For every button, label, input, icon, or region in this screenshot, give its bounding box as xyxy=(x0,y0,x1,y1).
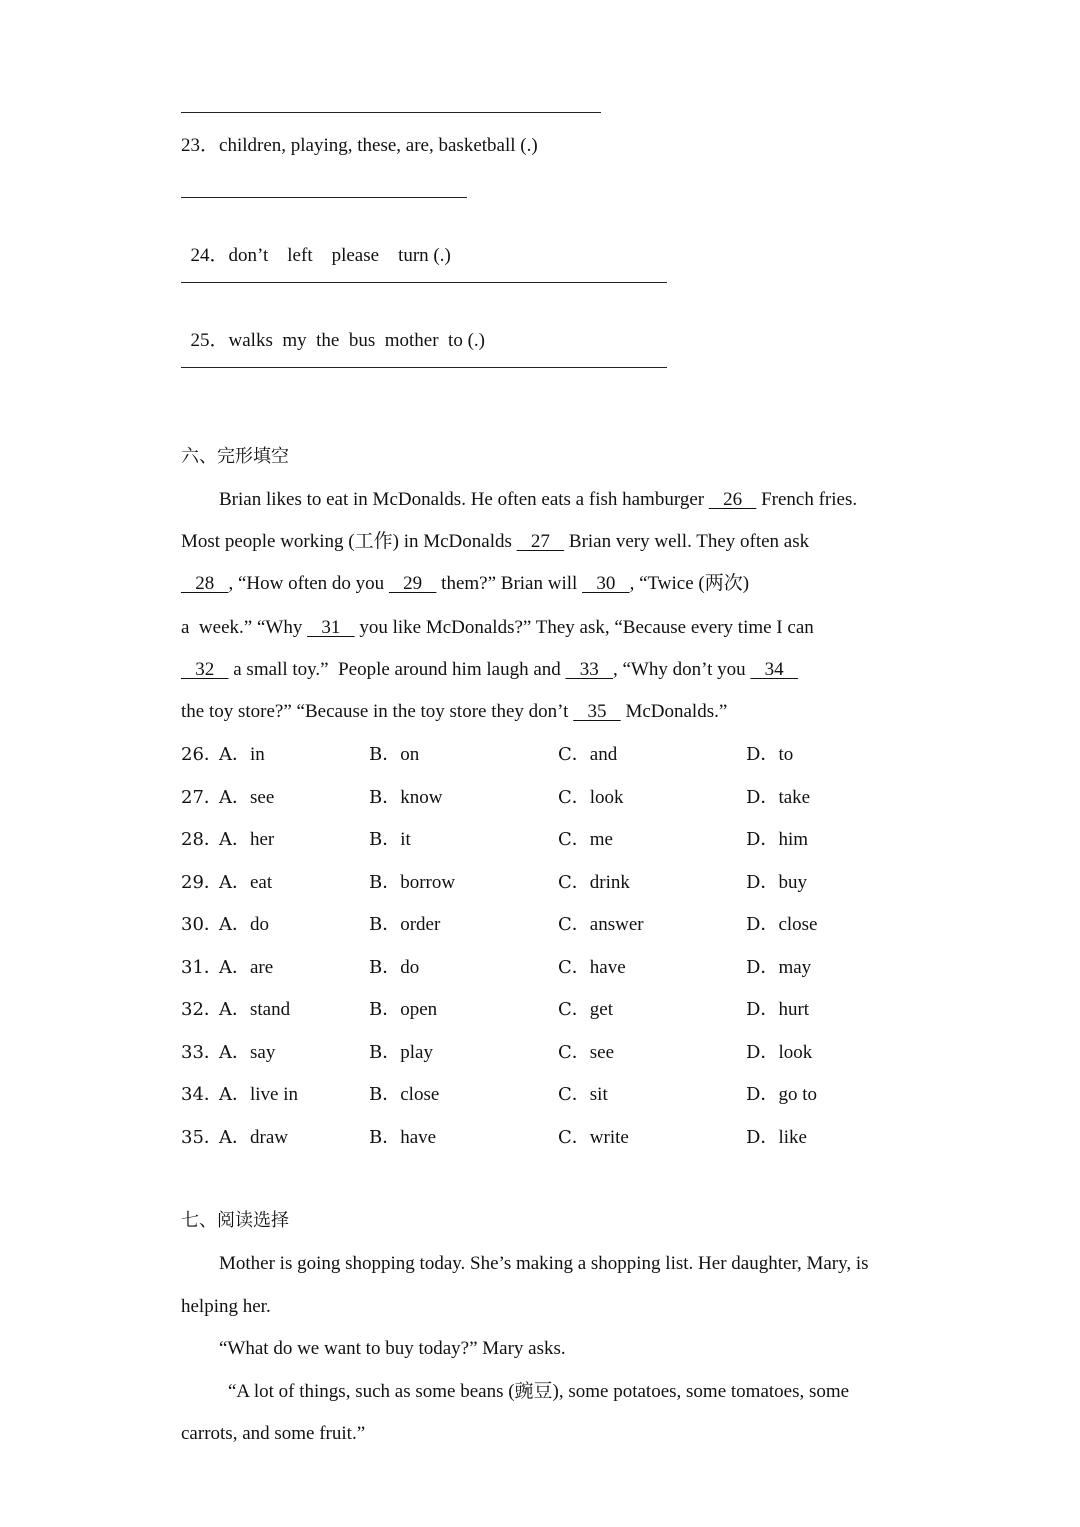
option-letter: C． xyxy=(558,829,590,850)
answer-line-25[interactable] xyxy=(181,367,667,368)
option-text: live in xyxy=(250,1084,299,1105)
option-text: drink xyxy=(589,872,630,893)
option-text: do xyxy=(250,914,269,935)
reading-paragraph-3-cont: carrots, and some fruit.” xyxy=(181,1423,366,1444)
question-number: 25． xyxy=(190,330,229,351)
option-letter: B． xyxy=(369,1042,401,1063)
blank-32[interactable]: 32 xyxy=(181,659,229,680)
option-text: her xyxy=(250,829,275,850)
option-text: sit xyxy=(589,1084,608,1105)
passage-text: McDonalds.” xyxy=(620,701,728,722)
option-a[interactable] xyxy=(219,998,290,1022)
question-words: don’t left please turn (.) xyxy=(228,245,451,266)
option-letter: C． xyxy=(558,1084,590,1105)
section-heading-cloze: 六、完形填空 xyxy=(181,446,289,467)
answer-line-24[interactable] xyxy=(181,282,667,283)
option-text: are xyxy=(250,957,274,978)
option-question-number: 27． xyxy=(181,787,222,808)
passage-text: you like McDonalds?” They ask, “Because every time I can xyxy=(354,617,814,638)
blank-26[interactable]: 26 xyxy=(708,489,757,510)
blank-27[interactable]: 27 xyxy=(516,531,565,552)
option-d[interactable] xyxy=(746,743,793,767)
option-text: take xyxy=(778,787,811,808)
question-25 xyxy=(181,305,485,353)
option-text: say xyxy=(250,1042,276,1063)
option-text: look xyxy=(589,787,624,808)
option-letter: B． xyxy=(369,957,401,978)
question-24 xyxy=(181,220,451,268)
option-text: look xyxy=(778,1042,813,1063)
option-letter: B． xyxy=(369,872,401,893)
reading-paragraph-1: Mother is going shopping today. She’s making a shopping list. Her daughter, Mary, is xyxy=(219,1253,869,1274)
passage-text: Brian very well. They often ask xyxy=(564,531,810,552)
answer-line-23[interactable] xyxy=(181,197,467,198)
option-a[interactable] xyxy=(219,1083,298,1107)
option-b[interactable] xyxy=(369,743,419,767)
option-question-number: 34． xyxy=(181,1084,222,1105)
option-question-number: 26． xyxy=(181,744,222,765)
reading-paragraph-1-cont: helping her. xyxy=(181,1296,271,1317)
passage-text: , “Why don’t you xyxy=(613,659,751,680)
passage-line-3 xyxy=(181,572,749,596)
passage-line-5 xyxy=(181,658,798,682)
option-text: open xyxy=(400,999,438,1020)
option-question-number: 35． xyxy=(181,1127,222,1148)
section-heading-reading: 七、阅读选择 xyxy=(181,1210,289,1231)
option-letter: C． xyxy=(558,957,590,978)
option-text: close xyxy=(400,1084,440,1105)
option-text: buy xyxy=(778,872,807,893)
blank-28[interactable]: 28 xyxy=(181,573,229,594)
option-text: in xyxy=(250,744,265,765)
option-letter: C． xyxy=(558,999,590,1020)
option-text: me xyxy=(589,829,613,850)
option-letter: B． xyxy=(369,787,401,808)
option-question-number: 33． xyxy=(181,1042,222,1063)
blank-30[interactable]: 30 xyxy=(582,573,630,594)
option-b[interactable] xyxy=(369,786,442,810)
option-letter: D． xyxy=(746,957,779,978)
passage-text: French fries. xyxy=(756,489,858,510)
option-b[interactable] xyxy=(369,913,440,937)
option-letter: C． xyxy=(558,744,590,765)
reading-paragraph-3: “A lot of things, such as some beans (豌豆), some potatoes, some tomatoes, some xyxy=(228,1381,850,1402)
option-letter: D． xyxy=(746,787,779,808)
option-d[interactable] xyxy=(746,1041,812,1065)
option-c[interactable] xyxy=(558,871,630,895)
blank-29[interactable]: 29 xyxy=(388,573,437,594)
option-question-number: 29． xyxy=(181,872,222,893)
option-letter: B． xyxy=(369,999,401,1020)
option-letter: B． xyxy=(369,1084,401,1105)
passage-text: them?” Brian will xyxy=(436,573,583,594)
blank-31[interactable]: 31 xyxy=(307,617,355,638)
option-text: him xyxy=(778,829,808,850)
passage-text: Brian likes to eat in McDonalds. He often eats a fish hamburger xyxy=(219,489,709,510)
option-letter: D． xyxy=(746,1042,779,1063)
blank-35[interactable]: 35 xyxy=(573,701,621,722)
option-a[interactable] xyxy=(219,1126,288,1150)
option-text: close xyxy=(778,914,818,935)
question-number: 24． xyxy=(190,245,229,266)
option-text: draw xyxy=(250,1127,288,1148)
passage-text: , “Twice (两次) xyxy=(629,573,750,594)
option-text: hurt xyxy=(778,999,810,1020)
option-b[interactable] xyxy=(369,956,419,980)
option-letter: B． xyxy=(369,914,401,935)
option-text: on xyxy=(400,744,420,765)
option-text: like xyxy=(778,1127,807,1148)
option-letter: D． xyxy=(746,1127,779,1148)
option-letter: D． xyxy=(746,744,779,765)
question-number: 23． xyxy=(181,135,220,156)
option-letter: A． xyxy=(219,914,250,935)
option-text: eat xyxy=(250,872,273,893)
option-a[interactable] xyxy=(219,743,265,767)
answer-line-22[interactable] xyxy=(181,112,601,113)
option-question-number: 31． xyxy=(181,957,222,978)
option-letter: A． xyxy=(219,744,250,765)
option-letter: A． xyxy=(219,957,250,978)
option-d[interactable] xyxy=(746,956,811,980)
option-letter: A． xyxy=(219,872,250,893)
option-letter: A． xyxy=(219,829,250,850)
option-text: see xyxy=(589,1042,615,1063)
option-d[interactable] xyxy=(746,871,807,895)
option-b[interactable] xyxy=(369,1041,433,1065)
question-23 xyxy=(181,134,538,158)
option-b[interactable] xyxy=(369,871,455,895)
option-text: do xyxy=(400,957,420,978)
option-question-number: 28． xyxy=(181,829,222,850)
option-text: play xyxy=(400,1042,433,1063)
question-words: children, playing, these, are, basketball (.) xyxy=(219,135,538,156)
option-text: write xyxy=(589,1127,629,1148)
passage-text: , “How often do you xyxy=(228,573,389,594)
option-letter: A． xyxy=(219,1127,250,1148)
option-text: have xyxy=(589,957,626,978)
option-c[interactable] xyxy=(558,786,624,810)
option-letter: D． xyxy=(746,999,779,1020)
option-b[interactable] xyxy=(369,998,437,1022)
option-letter: A． xyxy=(219,999,250,1020)
blank-34[interactable]: 34 xyxy=(750,659,798,680)
option-text: it xyxy=(400,829,411,850)
passage-text: a week.” “Why xyxy=(181,617,308,638)
option-letter: B． xyxy=(369,744,401,765)
option-d[interactable] xyxy=(746,1083,817,1107)
option-question-number: 32． xyxy=(181,999,222,1020)
option-d[interactable] xyxy=(746,1126,807,1150)
option-letter: C． xyxy=(558,872,590,893)
option-c[interactable] xyxy=(558,1126,629,1150)
option-text: order xyxy=(400,914,441,935)
option-b[interactable] xyxy=(369,1126,436,1150)
option-letter: A． xyxy=(219,787,250,808)
passage-text: Most people working (工作) in McDonalds xyxy=(181,531,517,552)
option-text: and xyxy=(589,744,618,765)
option-b[interactable] xyxy=(369,1083,439,1107)
question-words: walks my the bus mother to (.) xyxy=(228,330,485,351)
option-text: borrow xyxy=(400,872,456,893)
option-letter: A． xyxy=(219,1084,250,1105)
passage-line-1 xyxy=(219,488,857,512)
option-a[interactable] xyxy=(219,786,274,810)
option-c[interactable] xyxy=(558,913,644,937)
passage-text: a small toy.” People around him laugh and xyxy=(228,659,566,680)
option-c[interactable] xyxy=(558,743,617,767)
reading-paragraph-2: “What do we want to buy today?” Mary asks. xyxy=(219,1338,566,1359)
option-a[interactable] xyxy=(219,913,269,937)
option-d[interactable] xyxy=(746,998,809,1022)
option-c[interactable] xyxy=(558,828,613,852)
passage-line-6 xyxy=(181,700,727,724)
option-text: may xyxy=(778,957,812,978)
option-a[interactable] xyxy=(219,871,272,895)
option-letter: A． xyxy=(219,1042,250,1063)
option-text: stand xyxy=(250,999,291,1020)
option-text: answer xyxy=(589,914,644,935)
passage-text: the toy store?” “Because in the toy store they don’t xyxy=(181,701,574,722)
passage-line-2 xyxy=(181,530,809,554)
option-question-number: 30． xyxy=(181,914,222,935)
option-text: see xyxy=(250,787,275,808)
option-c[interactable] xyxy=(558,998,613,1022)
option-c[interactable] xyxy=(558,1041,614,1065)
option-letter: B． xyxy=(369,1127,401,1148)
option-letter: D． xyxy=(746,872,779,893)
option-text: get xyxy=(589,999,613,1020)
option-letter: C． xyxy=(558,914,590,935)
option-c[interactable] xyxy=(558,956,626,980)
passage-line-4 xyxy=(181,616,814,640)
option-letter: C． xyxy=(558,1127,590,1148)
option-text: know xyxy=(400,787,443,808)
option-d[interactable] xyxy=(746,786,810,810)
option-text: have xyxy=(400,1127,437,1148)
option-letter: B． xyxy=(369,829,401,850)
option-a[interactable] xyxy=(219,1041,275,1065)
option-text: go to xyxy=(778,1084,817,1105)
option-a[interactable] xyxy=(219,828,274,852)
blank-33[interactable]: 33 xyxy=(565,659,613,680)
option-d[interactable] xyxy=(746,913,817,937)
option-letter: D． xyxy=(746,829,779,850)
option-letter: C． xyxy=(558,787,590,808)
option-letter: D． xyxy=(746,1084,779,1105)
option-b[interactable] xyxy=(369,828,411,852)
option-text: to xyxy=(778,744,794,765)
option-a[interactable] xyxy=(219,956,273,980)
option-d[interactable] xyxy=(746,828,808,852)
option-letter: C． xyxy=(558,1042,590,1063)
option-c[interactable] xyxy=(558,1083,608,1107)
option-letter: D． xyxy=(746,914,779,935)
